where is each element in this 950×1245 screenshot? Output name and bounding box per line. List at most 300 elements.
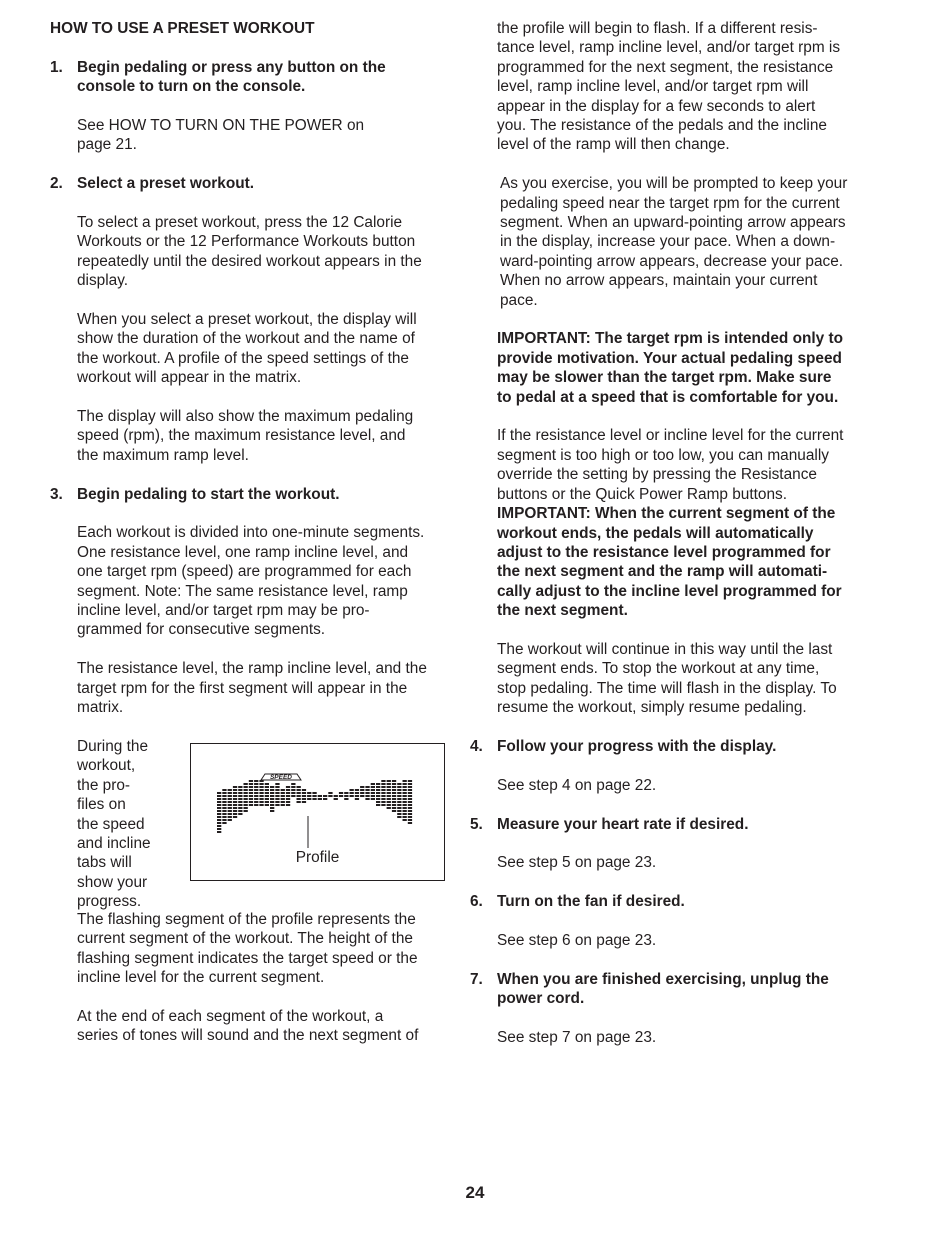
matrix-led bbox=[360, 789, 364, 791]
matrix-led bbox=[392, 804, 396, 806]
matrix-led bbox=[371, 783, 375, 785]
matrix-led bbox=[254, 789, 258, 791]
matrix-led bbox=[392, 795, 396, 797]
step-5-title: 5. Measure your heart rate if desired. bbox=[470, 815, 749, 833]
matrix-led bbox=[376, 795, 380, 797]
matrix-led bbox=[408, 801, 412, 803]
matrix-led bbox=[350, 795, 354, 797]
step-4-title: 4. Follow your progress with the display. bbox=[470, 737, 777, 755]
matrix-led bbox=[244, 807, 248, 809]
matrix-led bbox=[408, 822, 412, 824]
matrix-led bbox=[217, 828, 221, 830]
matrix-led bbox=[254, 786, 258, 788]
matrix-led bbox=[259, 786, 263, 788]
matrix-led bbox=[339, 792, 343, 794]
matrix-led bbox=[228, 813, 232, 815]
matrix-led bbox=[334, 795, 338, 797]
matrix-led bbox=[360, 795, 364, 797]
matrix-led bbox=[259, 798, 263, 800]
matrix-led bbox=[270, 807, 274, 809]
matrix-led bbox=[265, 801, 269, 803]
matrix-led bbox=[302, 801, 306, 803]
matrix-led bbox=[228, 789, 232, 791]
profile-figure-row bbox=[50, 737, 450, 917]
matrix-led bbox=[217, 813, 221, 815]
matrix-led bbox=[228, 798, 232, 800]
matrix-led bbox=[238, 801, 242, 803]
matrix-led bbox=[270, 789, 274, 791]
matrix-led bbox=[233, 795, 237, 797]
matrix-led bbox=[244, 801, 248, 803]
matrix-led bbox=[297, 801, 301, 803]
matrix-led bbox=[217, 825, 221, 827]
matrix-led bbox=[249, 786, 253, 788]
matrix-led bbox=[238, 813, 242, 815]
matrix-led bbox=[254, 783, 258, 785]
matrix-led bbox=[397, 792, 401, 794]
matrix-led bbox=[376, 792, 380, 794]
matrix-led bbox=[403, 813, 407, 815]
matrix-led bbox=[254, 804, 258, 806]
matrix-led bbox=[360, 792, 364, 794]
matrix-led bbox=[408, 816, 412, 818]
matrix-led bbox=[217, 804, 221, 806]
matrix-led bbox=[291, 792, 295, 794]
matrix-led bbox=[403, 804, 407, 806]
matrix-led bbox=[238, 810, 242, 812]
matrix-led bbox=[286, 786, 290, 788]
matrix-led bbox=[254, 801, 258, 803]
matrix-led bbox=[228, 819, 232, 821]
step-1-title: 1. Begin pedaling or press any button on the console to turn on the console. bbox=[50, 58, 386, 96]
right-column bbox=[470, 19, 880, 1047]
matrix-led bbox=[217, 810, 221, 812]
matrix-led bbox=[275, 792, 279, 794]
continue-paragraph: The workout will continue in this way until the last segment ends. To stop the workout at any time, stop pedaling. The time will flash in the display. To resume the workout, simply resume pedaling. bbox=[497, 640, 837, 717]
matrix-led bbox=[270, 810, 274, 812]
matrix-led bbox=[222, 801, 226, 803]
matrix-led bbox=[355, 792, 359, 794]
matrix-columns bbox=[217, 780, 412, 833]
matrix-led bbox=[381, 795, 385, 797]
step-7-body: See step 7 on page 23. bbox=[497, 1028, 657, 1046]
matrix-led bbox=[376, 798, 380, 800]
matrix-led bbox=[392, 783, 396, 785]
matrix-led bbox=[302, 792, 306, 794]
matrix-led bbox=[244, 798, 248, 800]
override-paragraph: If the resistance level or incline level for the current segment is too high or too low, you can manually override the setting by pressing the Resistance buttons or the Quick Power Ramp buttons. bbox=[497, 427, 844, 503]
matrix-led bbox=[307, 792, 311, 794]
matrix-led bbox=[259, 789, 263, 791]
matrix-led bbox=[387, 804, 391, 806]
matrix-led bbox=[312, 792, 316, 794]
matrix-led bbox=[244, 810, 248, 812]
matrix-led bbox=[254, 792, 258, 794]
matrix-led bbox=[275, 801, 279, 803]
matrix-led bbox=[291, 795, 295, 797]
exercise-paragraph: As you exercise, you will be prompted to keep your pedaling speed near the target rpm for the current segment. When an upward-pointing arrow appears in the display, increase your pace. When a down- ward-pointing arrow appears, decrease your pace. When no arrow appears, maintain your current pace. bbox=[500, 175, 848, 309]
matrix-led bbox=[381, 783, 385, 785]
matrix-led bbox=[408, 789, 412, 791]
matrix-led bbox=[259, 804, 263, 806]
matrix-led bbox=[270, 801, 274, 803]
matrix-led bbox=[244, 783, 248, 785]
matrix-led bbox=[254, 795, 258, 797]
step-4-body: See step 4 on page 22. bbox=[497, 776, 657, 794]
matrix-led bbox=[371, 792, 375, 794]
left-column bbox=[50, 19, 450, 1046]
matrix-led bbox=[281, 792, 285, 794]
matrix-led bbox=[408, 783, 412, 785]
continued-paragraph: the profile will begin to flash. If a different resis- tance level, ramp incline level, and/or target rpm is programmed for the next segment, the resistance level, ramp incline level, and/or target rpm will appear in the display for a few seconds to alert you. The resistance of the pedals and the incline level of the ramp will then change. bbox=[497, 20, 841, 154]
matrix-led bbox=[217, 801, 221, 803]
matrix-led bbox=[233, 804, 237, 806]
matrix-led bbox=[217, 792, 221, 794]
matrix-led bbox=[286, 789, 290, 791]
matrix-led bbox=[286, 804, 290, 806]
matrix-led bbox=[228, 816, 232, 818]
matrix-led bbox=[281, 798, 285, 800]
step-2-paragraph-2: When you select a preset workout, the display will show the duration of the workout and the name of the workout. A profile of the speed settings of the workout will appear in the matrix. bbox=[77, 311, 417, 387]
matrix-led bbox=[381, 786, 385, 788]
matrix-led bbox=[392, 810, 396, 812]
step-2-paragraph-1: To select a preset workout, press the 12 Calorie Workouts or the 12 Performance Workouts button repeatedly until the desired workout appears in the display. bbox=[77, 214, 422, 290]
matrix-led bbox=[228, 795, 232, 797]
matrix-led bbox=[403, 783, 407, 785]
matrix-led bbox=[403, 810, 407, 812]
matrix-led bbox=[392, 807, 396, 809]
matrix-led bbox=[360, 786, 364, 788]
matrix-led bbox=[392, 789, 396, 791]
matrix-led bbox=[365, 798, 369, 800]
matrix-led bbox=[328, 795, 332, 797]
matrix-led bbox=[217, 816, 221, 818]
matrix-led bbox=[265, 798, 269, 800]
matrix-led bbox=[222, 819, 226, 821]
matrix-led bbox=[222, 795, 226, 797]
matrix-led bbox=[408, 807, 412, 809]
step-number: 7. bbox=[470, 970, 483, 988]
matrix-led bbox=[381, 798, 385, 800]
matrix-led bbox=[387, 786, 391, 788]
matrix-led bbox=[403, 819, 407, 821]
matrix-led bbox=[371, 798, 375, 800]
matrix-led bbox=[403, 780, 407, 782]
matrix-led bbox=[238, 789, 242, 791]
matrix-led bbox=[275, 798, 279, 800]
matrix-led bbox=[265, 783, 269, 785]
matrix-led bbox=[408, 813, 412, 815]
matrix-led bbox=[238, 795, 242, 797]
matrix-led bbox=[403, 795, 407, 797]
step-2-paragraph-3: The display will also show the maximum pedaling speed (rpm), the maximum resistance level, and the maximum ramp level. bbox=[77, 408, 414, 464]
matrix-led bbox=[291, 783, 295, 785]
matrix-led bbox=[249, 780, 253, 782]
matrix-led bbox=[217, 822, 221, 824]
matrix-led bbox=[376, 783, 380, 785]
matrix-led bbox=[339, 795, 343, 797]
matrix-led bbox=[350, 792, 354, 794]
matrix-led bbox=[387, 801, 391, 803]
matrix-led bbox=[376, 789, 380, 791]
matrix-led bbox=[281, 804, 285, 806]
matrix-led bbox=[217, 831, 221, 833]
matrix-led bbox=[387, 783, 391, 785]
matrix-led bbox=[355, 798, 359, 800]
matrix-led bbox=[238, 798, 242, 800]
matrix-led bbox=[381, 780, 385, 782]
matrix-led bbox=[254, 798, 258, 800]
matrix-led bbox=[408, 780, 412, 782]
matrix-led bbox=[286, 801, 290, 803]
step-5-body: See step 5 on page 23. bbox=[497, 854, 657, 872]
step-7-title: 7. When you are finished exercising, unplug the power cord. bbox=[470, 970, 829, 1008]
matrix-led bbox=[397, 816, 401, 818]
matrix-led bbox=[376, 804, 380, 806]
matrix-led bbox=[344, 795, 348, 797]
step-number: 4. bbox=[470, 737, 483, 755]
matrix-led bbox=[397, 810, 401, 812]
matrix-led bbox=[387, 789, 391, 791]
matrix-led bbox=[365, 795, 369, 797]
matrix-led bbox=[233, 816, 237, 818]
matrix-led bbox=[259, 780, 263, 782]
step-number: 6. bbox=[470, 893, 483, 911]
matrix-led bbox=[302, 795, 306, 797]
matrix-led bbox=[392, 792, 396, 794]
matrix-led bbox=[259, 792, 263, 794]
matrix-led bbox=[217, 819, 221, 821]
matrix-led bbox=[244, 789, 248, 791]
matrix-led bbox=[387, 807, 391, 809]
matrix-led bbox=[281, 801, 285, 803]
figure-caption-text: During the workout, the pro- files on the speed and incline tabs will show your progress. bbox=[77, 737, 151, 911]
matrix-led bbox=[302, 798, 306, 800]
matrix-led bbox=[318, 795, 322, 797]
matrix-led bbox=[371, 795, 375, 797]
matrix-led bbox=[312, 798, 316, 800]
matrix-led bbox=[233, 813, 237, 815]
step-3-paragraph-2: The resistance level, the ramp incline level, and the target rpm for the first segment will appear in the matrix. bbox=[77, 660, 427, 717]
matrix-led bbox=[403, 798, 407, 800]
matrix-led bbox=[365, 786, 369, 788]
matrix-led bbox=[307, 798, 311, 800]
matrix-led bbox=[238, 807, 242, 809]
matrix-led bbox=[318, 798, 322, 800]
matrix-led bbox=[291, 789, 295, 791]
matrix-led bbox=[408, 786, 412, 788]
matrix-led bbox=[222, 816, 226, 818]
matrix-led bbox=[397, 783, 401, 785]
matrix-led bbox=[344, 792, 348, 794]
matrix-led bbox=[323, 798, 327, 800]
matrix-led bbox=[249, 783, 253, 785]
matrix-led bbox=[403, 789, 407, 791]
matrix-led bbox=[270, 795, 274, 797]
matrix-led bbox=[222, 822, 226, 824]
matrix-led bbox=[222, 798, 226, 800]
page-number: 24 bbox=[465, 1183, 485, 1202]
matrix-led bbox=[403, 807, 407, 809]
matrix-led bbox=[355, 789, 359, 791]
matrix-led bbox=[392, 798, 396, 800]
matrix-led bbox=[275, 783, 279, 785]
matrix-led bbox=[275, 804, 279, 806]
matrix-led bbox=[387, 780, 391, 782]
matrix-led bbox=[254, 780, 258, 782]
matrix-led bbox=[302, 789, 306, 791]
step-3-paragraph-1: Each workout is divided into one-minute segments. One resistance level, one ramp incline level, and one target rpm (speed) are programmed for each segment. Note: The same resistance level, ramp incline level, and/or target rpm may be pro- grammed for consecutive segments. bbox=[77, 524, 425, 639]
matrix-led bbox=[249, 795, 253, 797]
matrix-led bbox=[259, 801, 263, 803]
matrix-led bbox=[265, 789, 269, 791]
matrix-led bbox=[217, 807, 221, 809]
matrix-led bbox=[244, 786, 248, 788]
matrix-led bbox=[397, 813, 401, 815]
step-2-title: 2. Select a preset workout. bbox=[50, 175, 255, 193]
matrix-led bbox=[233, 801, 237, 803]
step-number: 5. bbox=[470, 815, 483, 833]
matrix-led bbox=[222, 813, 226, 815]
profile-label: Profile bbox=[295, 848, 340, 866]
matrix-led bbox=[392, 786, 396, 788]
matrix-led bbox=[403, 816, 407, 818]
matrix-led bbox=[381, 804, 385, 806]
matrix-led bbox=[233, 810, 237, 812]
matrix-led bbox=[233, 789, 237, 791]
matrix-led bbox=[344, 798, 348, 800]
matrix-led bbox=[244, 795, 248, 797]
matrix-led bbox=[244, 792, 248, 794]
matrix-led bbox=[270, 792, 274, 794]
matrix-led bbox=[392, 801, 396, 803]
matrix-led bbox=[365, 792, 369, 794]
matrix-led bbox=[397, 807, 401, 809]
matrix-led bbox=[281, 789, 285, 791]
matrix-led bbox=[217, 798, 221, 800]
matrix-led bbox=[392, 780, 396, 782]
matrix-led bbox=[334, 798, 338, 800]
matrix-led bbox=[275, 795, 279, 797]
matrix-led bbox=[297, 795, 301, 797]
matrix-led bbox=[376, 801, 380, 803]
matrix-led bbox=[312, 795, 316, 797]
matrix-led bbox=[222, 807, 226, 809]
matrix-led bbox=[371, 789, 375, 791]
matrix-led bbox=[286, 795, 290, 797]
matrix-led bbox=[286, 792, 290, 794]
matrix-led bbox=[275, 789, 279, 791]
matrix-led bbox=[307, 795, 311, 797]
matrix-led bbox=[270, 804, 274, 806]
matrix-led bbox=[397, 798, 401, 800]
matrix-led bbox=[222, 810, 226, 812]
matrix-led bbox=[397, 795, 401, 797]
matrix-led bbox=[228, 801, 232, 803]
matrix-led bbox=[387, 792, 391, 794]
matrix-led bbox=[387, 795, 391, 797]
matrix-led bbox=[265, 795, 269, 797]
matrix-led bbox=[381, 792, 385, 794]
important-note-2: IMPORTANT: When the current segment of the workout ends, the pedals will automatically adjust to the resistance level programmed for the next segment and the ramp will automati- cally adjust to the incline level programmed for the next segment. bbox=[497, 505, 842, 620]
speed-tab-label: SPEED bbox=[269, 773, 293, 781]
matrix-led bbox=[238, 792, 242, 794]
matrix-led bbox=[408, 795, 412, 797]
matrix-led bbox=[270, 786, 274, 788]
matrix-led bbox=[249, 792, 253, 794]
step-number: 1. bbox=[50, 58, 63, 76]
matrix-led bbox=[408, 798, 412, 800]
matrix-led bbox=[228, 807, 232, 809]
matrix-led bbox=[397, 801, 401, 803]
matrix-led bbox=[350, 789, 354, 791]
matrix-led bbox=[228, 804, 232, 806]
matrix-led bbox=[238, 786, 242, 788]
matrix-led bbox=[291, 786, 295, 788]
matrix-led bbox=[403, 786, 407, 788]
matrix-led bbox=[249, 798, 253, 800]
matrix-led bbox=[397, 789, 401, 791]
matrix-led bbox=[376, 786, 380, 788]
matrix-led bbox=[381, 801, 385, 803]
matrix-led bbox=[233, 807, 237, 809]
matrix-led bbox=[381, 789, 385, 791]
matrix-led bbox=[297, 786, 301, 788]
profile-illustration bbox=[190, 743, 445, 881]
step-3-title: 3. Begin pedaling to start the workout. bbox=[50, 485, 340, 503]
section-heading: HOW TO USE A PRESET WORKOUT bbox=[50, 20, 315, 37]
matrix-led bbox=[408, 810, 412, 812]
matrix-led bbox=[222, 792, 226, 794]
matrix-led bbox=[371, 786, 375, 788]
matrix-led bbox=[286, 798, 290, 800]
matrix-led bbox=[249, 789, 253, 791]
matrix-led bbox=[387, 798, 391, 800]
matrix-led bbox=[265, 786, 269, 788]
matrix-led bbox=[222, 789, 226, 791]
matrix-led bbox=[233, 786, 237, 788]
matrix-led bbox=[265, 792, 269, 794]
matrix-led bbox=[244, 804, 248, 806]
matrix-led bbox=[238, 804, 242, 806]
matrix-led bbox=[365, 789, 369, 791]
matrix-led bbox=[281, 795, 285, 797]
matrix-led bbox=[408, 804, 412, 806]
step-number: 2. bbox=[50, 175, 63, 193]
step-1-body: See HOW TO TURN ON THE POWER on page 21. bbox=[77, 117, 365, 154]
matrix-led bbox=[233, 792, 237, 794]
step-3-paragraph-3: The flashing segment of the profile represents the current segment of the workout. The height of the flashing segment indicates the target speed or the incline level for the current segment. bbox=[77, 910, 418, 987]
step-6-body: See step 6 on page 23. bbox=[497, 931, 657, 949]
matrix-led bbox=[233, 798, 237, 800]
matrix-led bbox=[297, 789, 301, 791]
matrix-led bbox=[228, 792, 232, 794]
step-3-paragraph-4: At the end of each segment of the workout, a series of tones will sound and the next segment of bbox=[77, 1007, 419, 1045]
matrix-led bbox=[397, 786, 401, 788]
matrix-led bbox=[217, 795, 221, 797]
matrix-led bbox=[297, 798, 301, 800]
matrix-led bbox=[228, 810, 232, 812]
matrix-led bbox=[249, 801, 253, 803]
matrix-led bbox=[403, 792, 407, 794]
matrix-led bbox=[408, 819, 412, 821]
matrix-led bbox=[403, 801, 407, 803]
matrix-led bbox=[222, 804, 226, 806]
matrix-led bbox=[259, 795, 263, 797]
matrix-led bbox=[408, 792, 412, 794]
matrix-led bbox=[275, 786, 279, 788]
step-number: 3. bbox=[50, 485, 63, 503]
